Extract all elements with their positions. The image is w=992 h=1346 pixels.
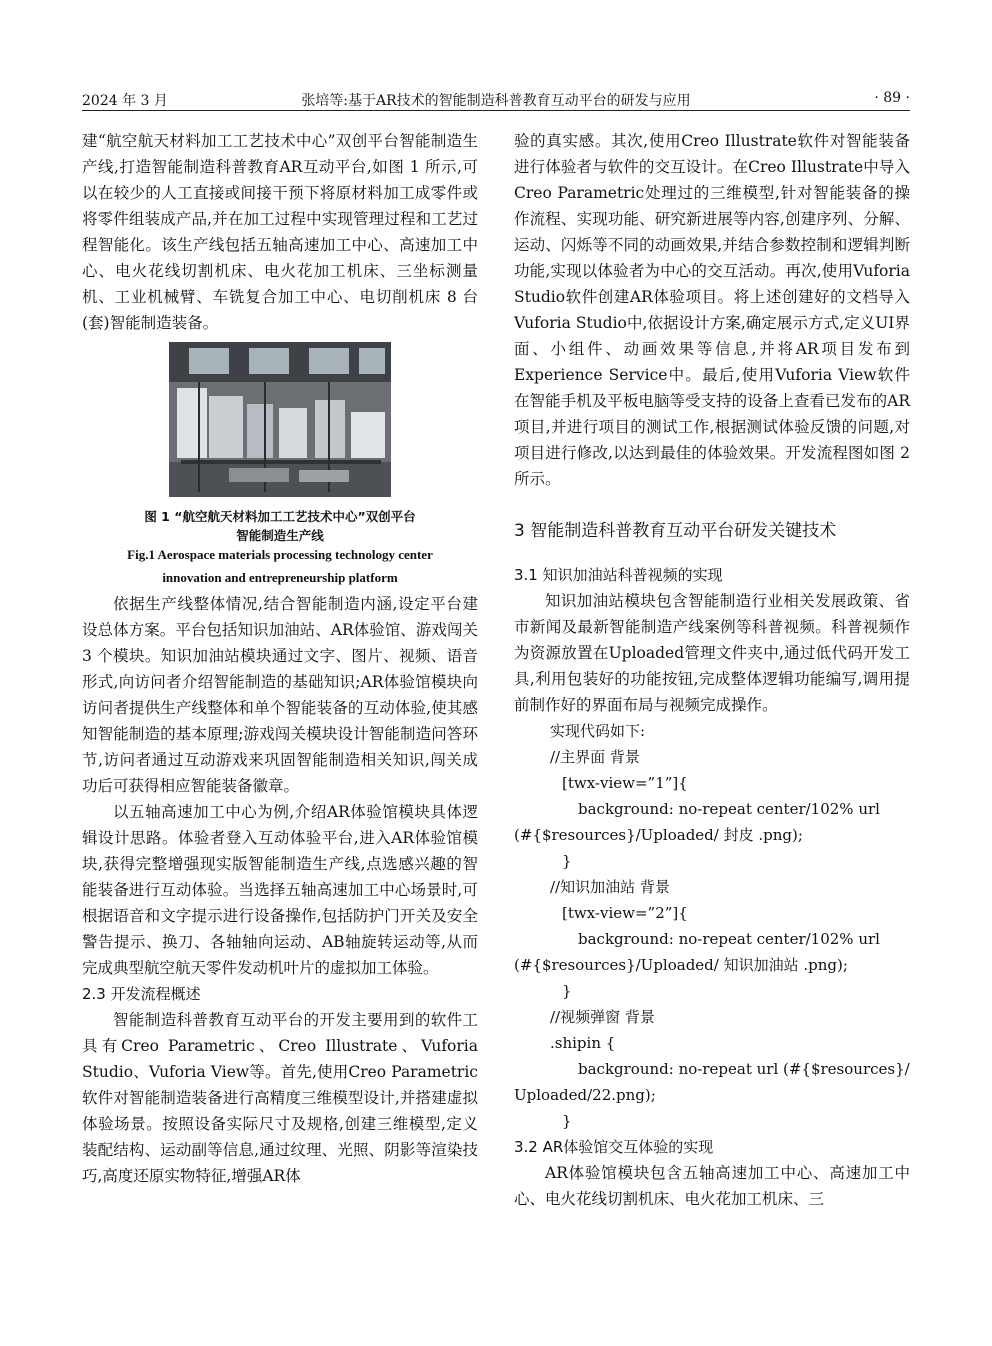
production-line-photo — [169, 342, 391, 497]
code-line: } — [562, 982, 572, 1000]
code-line: background: no-repeat center/102% url — [578, 930, 880, 948]
section-heading-2-3: 2.3 开发流程概述 — [82, 985, 201, 1003]
figure-caption-en-line1: Fig.1 Aerospace materials processing technology center — [127, 547, 433, 562]
right-column — [514, 128, 910, 1212]
code-line: //知识加油站 背景 — [550, 878, 670, 896]
paragraph: 以五轴高速加工中心为例,介绍AR体验馆模块具体逻辑设计思路。体验者登入互动体验平台,进入AR体验馆模块,获得完整增强现实版智能制造生产线,点选感兴趣的智能装备进行互动体验。当选择五轴高速加工中心场景时,可根据语音和文字提示进行设备操作,包括防护门开关及安全警告提示、换刀、各轴轴向运动、AB轴旋转运动等,从而完成典型航空航天零件发动机叶片的虚拟加工体验。 — [82, 803, 478, 977]
figure-1 — [82, 342, 478, 587]
section-heading-3: 3 智能制造科普教育互动平台研发关键技术 — [514, 521, 837, 541]
left-column — [82, 128, 478, 1189]
header-page-number: · 89 · — [874, 90, 910, 106]
code-line: background: no-repeat center/102% url — [578, 800, 880, 818]
code-line: //视频弹窗 背景 — [550, 1008, 655, 1026]
code-intro: 实现代码如下: — [550, 722, 646, 740]
figure-caption-en-line2: innovation and entrepreneurship platform — [162, 570, 398, 585]
header-date: 2024 年 3 月 — [82, 93, 168, 109]
paragraph: 智能制造科普教育互动平台的开发主要用到的软件工具有Creo Parametric、Creo Illustrate、Vuforia Studio、Vuforia View等。首先,使用Creo Parametric软件对智能制造装备进行高精度三维模型设计,并搭建虚拟体验场景。按照设备实际尺寸及规格,创建三维模型,定义装配结构、运动副等信息,通过纹理、光照、阴影等渲染技巧,高度还原实物特征,增强AR体 — [82, 1011, 478, 1185]
code-line: .shipin { — [550, 1034, 616, 1052]
code-line: (#{$resources}/Uploaded/ 知识加油站 .png); — [514, 956, 848, 974]
section-heading-3-2: 3.2 AR体验馆交互体验的实现 — [514, 1138, 714, 1156]
paragraph: AR体验馆模块包含五轴高速加工中心、高速加工中心、电火花线切割机床、电火花加工机床、三 — [514, 1164, 910, 1208]
code-line: background: no-repeat url (#{$resources}/ — [578, 1060, 910, 1078]
figure-caption-cn-line1: 图 1 “航空航天材料加工工艺技术中心”双创平台 — [144, 509, 416, 524]
paragraph: 建“航空航天材料加工工艺技术中心”双创平台智能制造生产线,打造智能制造科普教育AR互动平台,如图 1 所示,可以在较少的人工直接或间接干预下将原材料加工成零件或将零件组装成产品,并在加工过程中实现管理过程和工艺过程智能化。该生产线包括五轴高速加工中心、高速加工中心、电火花线切割机床、电火花加工机床、三坐标测量机、工业机械臂、车铣复合加工中心、电切削机床 8 台(套)智能制造装备。 — [82, 132, 478, 332]
section-heading-3-1: 3.1 知识加油站科普视频的实现 — [514, 566, 723, 584]
code-line: [twx-view=”2”]{ — [562, 904, 688, 922]
code-line: } — [562, 852, 572, 870]
code-line: Uploaded/22.png); — [514, 1086, 656, 1104]
paragraph: 依据生产线整体情况,结合智能制造内涵,设定平台建设总体方案。平台包括知识加油站、AR体验馆、游戏闯关 3 个模块。知识加油站模块通过文字、图片、视频、语音形式,向访问者介绍智能制造的基础知识;AR体验馆模块向访问者提供生产线整体和单个智能装备的互动体验,使其感知智能制造的基本原理;游戏闯关模块设计智能制造问答环节,访问者通过互动游戏来巩固智能制造相关知识,闯关成功后可获得相应智能装备徽章。 — [82, 595, 478, 795]
figure-caption-cn-line2: 智能制造生产线 — [236, 528, 324, 543]
running-header — [82, 88, 910, 111]
code-line: //主界面 背景 — [550, 748, 640, 766]
code-block — [514, 744, 910, 1134]
paragraph: 验的真实感。其次,使用Creo Illustrate软件对智能装备进行体验者与软件的交互设计。在Creo Illustrate中导入Creo Parametric处理过的三维模型,针对智能装备的操作流程、实现功能、研究新进展等内容,创建序列、分解、运动、闪烁等不同的动画效果,并结合参数控制和逻辑判断功能,实现以体验者为中心的交互活动。再次,使用Vuforia Studio软件创建AR体验项目。将上述创建好的文档导入Vuforia Studio中,依据设计方案,确定展示方式,定义UI界面、小组件、动画效果等信息,并将AR项目发布到Experience Service中。最后,使用Vuforia View软件在智能手机及平板电脑等受支持的设备上查看已发布的AR项目,并进行项目的测试工作,根据测试体验反馈的问题,对项目进行修改,以达到最佳的体验效果。开发流程图如图 2 所示。 — [514, 132, 910, 488]
code-line: } — [562, 1112, 572, 1130]
paragraph: 知识加油站模块包含智能制造行业相关发展政策、省市新闻及最新智能制造产线案例等科普视频。科普视频作为资源放置在Uploaded管理文件夹中,通过低代码开发工具,利用包装好的功能按钮,完成整体逻辑功能编写,调用提前制作好的界面布局与视频完成操作。 — [514, 592, 910, 714]
header-title: 张培等:基于AR技术的智能制造科普教育互动平台的研发与应用 — [301, 93, 691, 109]
code-line: (#{$resources}/Uploaded/ 封皮 .png); — [514, 826, 803, 844]
code-line: [twx-view=”1”]{ — [562, 774, 688, 792]
